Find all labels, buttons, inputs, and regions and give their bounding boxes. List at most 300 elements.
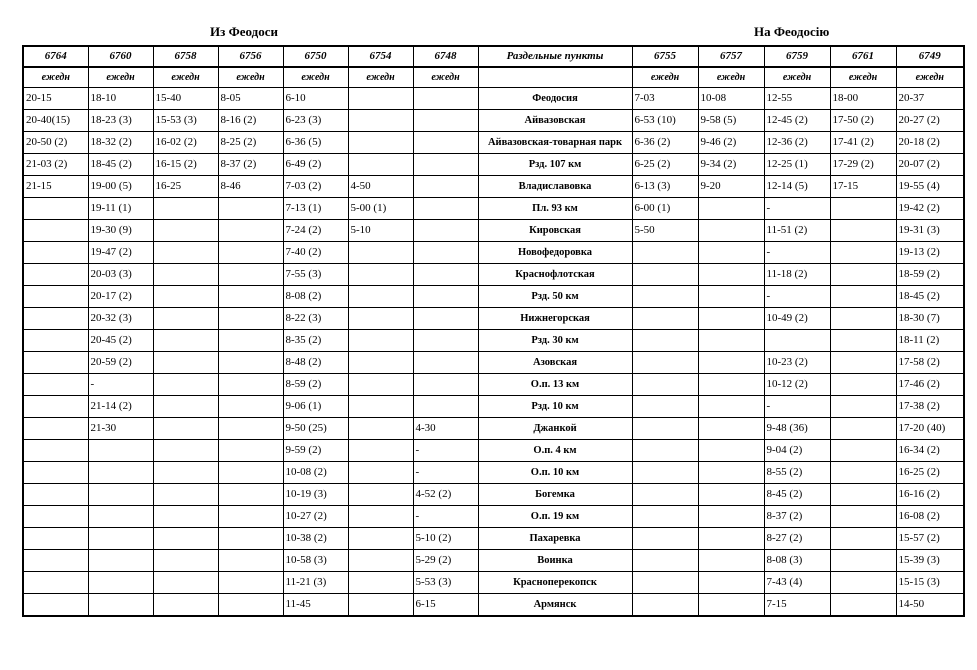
- time-cell: [153, 440, 218, 462]
- time-cell: [23, 484, 88, 506]
- time-cell: 9-20: [698, 176, 764, 198]
- station-name: Рзд. 107 км: [478, 154, 632, 176]
- time-cell: 6-49 (2): [283, 154, 348, 176]
- time-cell: [413, 286, 478, 308]
- table-row: [23, 418, 964, 440]
- time-cell: [348, 506, 413, 528]
- time-cell: [153, 484, 218, 506]
- time-cell: [153, 506, 218, 528]
- time-cell: [413, 110, 478, 132]
- time-cell: 6-00 (1): [632, 198, 698, 220]
- time-cell: [632, 418, 698, 440]
- title-from-feodosia: Из Феодоси: [210, 24, 278, 39]
- time-cell: 10-08 (2): [283, 462, 348, 484]
- time-cell: [632, 352, 698, 374]
- time-cell: [218, 418, 283, 440]
- table-row: [23, 110, 964, 132]
- time-cell: [413, 198, 478, 220]
- time-cell: 7-03: [632, 88, 698, 110]
- time-cell: [632, 462, 698, 484]
- time-cell: [153, 198, 218, 220]
- time-cell: [348, 418, 413, 440]
- time-cell: [218, 374, 283, 396]
- time-cell: [88, 572, 153, 594]
- station-name: О.п. 10 км: [478, 462, 632, 484]
- time-cell: [348, 440, 413, 462]
- time-cell: [632, 528, 698, 550]
- time-cell: [23, 462, 88, 484]
- time-cell: [88, 506, 153, 528]
- time-cell: 11-45: [283, 594, 348, 617]
- time-cell: 17-58 (2): [896, 352, 964, 374]
- time-cell: 6-36 (2): [632, 132, 698, 154]
- time-cell: [830, 440, 896, 462]
- table-row: [23, 264, 964, 286]
- time-cell: [830, 418, 896, 440]
- time-cell: 9-58 (5): [698, 110, 764, 132]
- time-cell: [632, 550, 698, 572]
- time-cell: [348, 352, 413, 374]
- header-train-6750: 6750: [283, 46, 348, 67]
- time-cell: [830, 198, 896, 220]
- time-cell: [698, 418, 764, 440]
- time-cell: 21-30: [88, 418, 153, 440]
- time-cell: [153, 550, 218, 572]
- time-cell: 8-25 (2): [218, 132, 283, 154]
- time-cell: [218, 396, 283, 418]
- station-name: Феодосия: [478, 88, 632, 110]
- table-row: [23, 440, 964, 462]
- time-cell: 5-50: [632, 220, 698, 242]
- time-cell: [218, 594, 283, 617]
- time-cell: 6-53 (10): [632, 110, 698, 132]
- time-cell: [348, 374, 413, 396]
- table-row: [23, 506, 964, 528]
- time-cell: 6-10: [283, 88, 348, 110]
- time-cell: [830, 462, 896, 484]
- time-cell: [413, 220, 478, 242]
- time-cell: [218, 550, 283, 572]
- time-cell: [218, 198, 283, 220]
- time-cell: 8-05: [218, 88, 283, 110]
- time-cell: [830, 330, 896, 352]
- time-cell: [698, 440, 764, 462]
- table-row: [23, 528, 964, 550]
- table-row: [23, 198, 964, 220]
- time-cell: [632, 396, 698, 418]
- time-cell: [348, 484, 413, 506]
- time-cell: 7-24 (2): [283, 220, 348, 242]
- header-frequency-cell: ежедн: [153, 67, 218, 88]
- time-cell: [153, 462, 218, 484]
- table-row: [23, 132, 964, 154]
- time-cell: 15-57 (2): [896, 528, 964, 550]
- header-train-numbers: [23, 46, 964, 67]
- time-cell: 12-55: [764, 88, 830, 110]
- time-cell: 20-45 (2): [88, 330, 153, 352]
- header-train-6755: 6755: [632, 46, 698, 67]
- header-train-6749: 6749: [896, 46, 964, 67]
- time-cell: 8-35 (2): [283, 330, 348, 352]
- time-cell: 8-59 (2): [283, 374, 348, 396]
- header-frequency-cell: ежедн: [218, 67, 283, 88]
- time-cell: [88, 484, 153, 506]
- timetable: [22, 45, 965, 617]
- time-cell: [153, 286, 218, 308]
- time-cell: [23, 396, 88, 418]
- table-row: [23, 374, 964, 396]
- time-cell: 9-48 (36): [764, 418, 830, 440]
- time-cell: [698, 264, 764, 286]
- time-cell: [153, 528, 218, 550]
- time-cell: [23, 506, 88, 528]
- table-row: [23, 594, 964, 617]
- header-frequency: [23, 67, 964, 88]
- time-cell: [632, 242, 698, 264]
- time-cell: 12-45 (2): [764, 110, 830, 132]
- station-name: Армянск: [478, 594, 632, 617]
- time-cell: 18-59 (2): [896, 264, 964, 286]
- time-cell: [23, 220, 88, 242]
- table-row: [23, 396, 964, 418]
- time-cell: [698, 330, 764, 352]
- time-cell: [413, 352, 478, 374]
- time-cell: 7-40 (2): [283, 242, 348, 264]
- time-cell: [23, 440, 88, 462]
- time-cell: 18-00: [830, 88, 896, 110]
- time-cell: 18-45 (2): [88, 154, 153, 176]
- time-cell: 10-08: [698, 88, 764, 110]
- time-cell: 10-27 (2): [283, 506, 348, 528]
- header-frequency-cell: ежедн: [348, 67, 413, 88]
- time-cell: 5-10: [348, 220, 413, 242]
- time-cell: [218, 220, 283, 242]
- time-cell: 18-10: [88, 88, 153, 110]
- time-cell: 8-27 (2): [764, 528, 830, 550]
- time-cell: [23, 330, 88, 352]
- header-train-6756: 6756: [218, 46, 283, 67]
- time-cell: [830, 506, 896, 528]
- time-cell: [830, 220, 896, 242]
- time-cell: 16-25: [153, 176, 218, 198]
- time-cell: 20-18 (2): [896, 132, 964, 154]
- time-cell: [23, 374, 88, 396]
- header-frequency-cell: ежедн: [283, 67, 348, 88]
- table-row: [23, 572, 964, 594]
- time-cell: [23, 594, 88, 617]
- time-cell: [413, 330, 478, 352]
- time-cell: [23, 308, 88, 330]
- time-cell: [348, 594, 413, 617]
- time-cell: [698, 572, 764, 594]
- time-cell: [153, 396, 218, 418]
- time-cell: 10-23 (2): [764, 352, 830, 374]
- time-cell: [698, 484, 764, 506]
- time-cell: [153, 418, 218, 440]
- time-cell: [698, 594, 764, 617]
- time-cell: 17-50 (2): [830, 110, 896, 132]
- time-cell: 17-15: [830, 176, 896, 198]
- time-cell: 9-59 (2): [283, 440, 348, 462]
- time-cell: 20-03 (3): [88, 264, 153, 286]
- time-cell: -: [764, 286, 830, 308]
- time-cell: 16-34 (2): [896, 440, 964, 462]
- time-cell: 5-10 (2): [413, 528, 478, 550]
- time-cell: 8-22 (3): [283, 308, 348, 330]
- time-cell: 8-46: [218, 176, 283, 198]
- time-cell: 18-45 (2): [896, 286, 964, 308]
- time-cell: 19-30 (9): [88, 220, 153, 242]
- time-cell: [153, 330, 218, 352]
- table-row: [23, 154, 964, 176]
- time-cell: 8-37 (2): [764, 506, 830, 528]
- time-cell: [218, 286, 283, 308]
- header-train-6757: 6757: [698, 46, 764, 67]
- time-cell: [218, 572, 283, 594]
- time-cell: -: [764, 198, 830, 220]
- header-train-6748: 6748: [413, 46, 478, 67]
- time-cell: 10-58 (3): [283, 550, 348, 572]
- station-name: О.п. 13 км: [478, 374, 632, 396]
- time-cell: 17-20 (40): [896, 418, 964, 440]
- time-cell: 20-07 (2): [896, 154, 964, 176]
- time-cell: [413, 396, 478, 418]
- time-cell: [698, 286, 764, 308]
- table-row: [23, 308, 964, 330]
- time-cell: 4-30: [413, 418, 478, 440]
- time-cell: 15-39 (3): [896, 550, 964, 572]
- header-frequency-cell: ежедн: [698, 67, 764, 88]
- time-cell: 19-13 (2): [896, 242, 964, 264]
- time-cell: 21-14 (2): [88, 396, 153, 418]
- time-cell: [632, 506, 698, 528]
- time-cell: 8-08 (3): [764, 550, 830, 572]
- time-cell: [153, 374, 218, 396]
- time-cell: 4-52 (2): [413, 484, 478, 506]
- time-cell: [218, 484, 283, 506]
- station-name: Рзд. 50 км: [478, 286, 632, 308]
- time-cell: [88, 440, 153, 462]
- time-cell: 16-08 (2): [896, 506, 964, 528]
- time-cell: [413, 132, 478, 154]
- time-cell: 11-21 (3): [283, 572, 348, 594]
- time-cell: 6-36 (5): [283, 132, 348, 154]
- time-cell: 10-38 (2): [283, 528, 348, 550]
- time-cell: 19-55 (4): [896, 176, 964, 198]
- time-cell: 20-27 (2): [896, 110, 964, 132]
- time-cell: [413, 88, 478, 110]
- time-cell: [698, 242, 764, 264]
- time-cell: [413, 308, 478, 330]
- time-cell: [830, 550, 896, 572]
- time-cell: -: [413, 440, 478, 462]
- station-name: Кировская: [478, 220, 632, 242]
- time-cell: 20-40(15): [23, 110, 88, 132]
- table-row: [23, 352, 964, 374]
- header-train-6759: 6759: [764, 46, 830, 67]
- time-cell: [413, 154, 478, 176]
- time-cell: 5-29 (2): [413, 550, 478, 572]
- time-cell: [632, 264, 698, 286]
- time-cell: 9-04 (2): [764, 440, 830, 462]
- time-cell: 6-25 (2): [632, 154, 698, 176]
- time-cell: -: [764, 396, 830, 418]
- time-cell: 20-17 (2): [88, 286, 153, 308]
- time-cell: [88, 462, 153, 484]
- header-frequency-cell: [478, 67, 632, 88]
- time-cell: 12-14 (5): [764, 176, 830, 198]
- time-cell: [413, 264, 478, 286]
- title-to-feodosia: На Феодосію: [754, 24, 830, 39]
- time-cell: [632, 440, 698, 462]
- time-cell: [698, 198, 764, 220]
- time-cell: [348, 242, 413, 264]
- table-row: [23, 88, 964, 110]
- time-cell: [153, 572, 218, 594]
- header-frequency-cell: ежедн: [413, 67, 478, 88]
- time-cell: [348, 396, 413, 418]
- time-cell: [830, 242, 896, 264]
- time-cell: 8-45 (2): [764, 484, 830, 506]
- time-cell: [218, 242, 283, 264]
- station-name: Богемка: [478, 484, 632, 506]
- time-cell: [413, 374, 478, 396]
- time-cell: 20-32 (3): [88, 308, 153, 330]
- time-cell: 14-50: [896, 594, 964, 617]
- time-cell: 8-37 (2): [218, 154, 283, 176]
- time-cell: [218, 528, 283, 550]
- table-row: [23, 176, 964, 198]
- time-cell: [698, 220, 764, 242]
- time-cell: [830, 308, 896, 330]
- time-cell: [698, 396, 764, 418]
- time-cell: [830, 396, 896, 418]
- time-cell: 18-30 (7): [896, 308, 964, 330]
- station-name: Азовская: [478, 352, 632, 374]
- time-cell: [348, 550, 413, 572]
- time-cell: [764, 330, 830, 352]
- time-cell: 16-02 (2): [153, 132, 218, 154]
- time-cell: 17-38 (2): [896, 396, 964, 418]
- time-cell: 5-53 (3): [413, 572, 478, 594]
- header-frequency-cell: ежедн: [896, 67, 964, 88]
- time-cell: [830, 594, 896, 617]
- time-cell: [153, 264, 218, 286]
- station-name: Пл. 93 км: [478, 198, 632, 220]
- table-row: [23, 330, 964, 352]
- time-cell: [348, 154, 413, 176]
- header-stations: Раздельные пункты: [478, 46, 632, 67]
- time-cell: 18-11 (2): [896, 330, 964, 352]
- time-cell: [218, 264, 283, 286]
- station-name: Рзд. 30 км: [478, 330, 632, 352]
- time-cell: [413, 176, 478, 198]
- time-cell: 16-15 (2): [153, 154, 218, 176]
- header-train-6758: 6758: [153, 46, 218, 67]
- header-frequency-cell: ежедн: [23, 67, 88, 88]
- time-cell: [23, 528, 88, 550]
- station-name: Красноперекопск: [478, 572, 632, 594]
- time-cell: 11-51 (2): [764, 220, 830, 242]
- time-cell: [632, 374, 698, 396]
- header-frequency-cell: ежедн: [764, 67, 830, 88]
- time-cell: 7-43 (4): [764, 572, 830, 594]
- time-cell: 10-19 (3): [283, 484, 348, 506]
- station-name: Айвазовская-товарная парк: [478, 132, 632, 154]
- time-cell: [632, 286, 698, 308]
- station-name: Нижнегорская: [478, 308, 632, 330]
- time-cell: 20-50 (2): [23, 132, 88, 154]
- time-cell: 18-32 (2): [88, 132, 153, 154]
- time-cell: [88, 594, 153, 617]
- time-cell: [698, 528, 764, 550]
- time-cell: 5-00 (1): [348, 198, 413, 220]
- time-cell: 9-06 (1): [283, 396, 348, 418]
- header-train-6761: 6761: [830, 46, 896, 67]
- time-cell: 8-48 (2): [283, 352, 348, 374]
- time-cell: [698, 374, 764, 396]
- time-cell: [632, 572, 698, 594]
- station-name: Новофедоровка: [478, 242, 632, 264]
- station-name: Рзд. 10 км: [478, 396, 632, 418]
- table-row: [23, 242, 964, 264]
- time-cell: 7-15: [764, 594, 830, 617]
- header-train-6764: 6764: [23, 46, 88, 67]
- time-cell: -: [413, 462, 478, 484]
- time-cell: [830, 264, 896, 286]
- time-cell: [218, 440, 283, 462]
- time-cell: [698, 462, 764, 484]
- time-cell: [632, 484, 698, 506]
- time-cell: [830, 572, 896, 594]
- station-name: О.п. 4 км: [478, 440, 632, 462]
- time-cell: [830, 528, 896, 550]
- time-cell: 21-15: [23, 176, 88, 198]
- time-cell: [348, 462, 413, 484]
- time-cell: [348, 132, 413, 154]
- time-cell: [348, 110, 413, 132]
- time-cell: [830, 352, 896, 374]
- time-cell: [698, 550, 764, 572]
- time-cell: 16-16 (2): [896, 484, 964, 506]
- time-cell: [218, 506, 283, 528]
- time-cell: 19-47 (2): [88, 242, 153, 264]
- time-cell: 17-29 (2): [830, 154, 896, 176]
- header-train-6754: 6754: [348, 46, 413, 67]
- time-cell: 15-40: [153, 88, 218, 110]
- time-cell: 18-23 (3): [88, 110, 153, 132]
- time-cell: [348, 528, 413, 550]
- station-name: Владиславовка: [478, 176, 632, 198]
- time-cell: [218, 352, 283, 374]
- time-cell: 7-55 (3): [283, 264, 348, 286]
- header-frequency-cell: ежедн: [88, 67, 153, 88]
- time-cell: 10-49 (2): [764, 308, 830, 330]
- time-cell: 8-08 (2): [283, 286, 348, 308]
- time-cell: 7-03 (2): [283, 176, 348, 198]
- time-cell: 4-50: [348, 176, 413, 198]
- time-cell: 17-41 (2): [830, 132, 896, 154]
- time-cell: [153, 308, 218, 330]
- time-cell: 10-12 (2): [764, 374, 830, 396]
- time-cell: 12-25 (1): [764, 154, 830, 176]
- time-cell: 6-15: [413, 594, 478, 617]
- station-name: Воинка: [478, 550, 632, 572]
- time-cell: 8-55 (2): [764, 462, 830, 484]
- table-row: [23, 220, 964, 242]
- table-row: [23, 286, 964, 308]
- timetable-body: [23, 88, 964, 617]
